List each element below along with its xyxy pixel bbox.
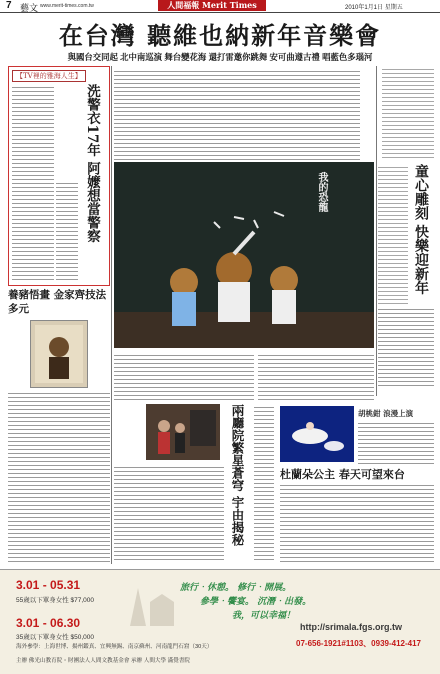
section-name: 藝文	[20, 4, 39, 14]
ad-website[interactable]: http://srimala.fgs.org.tw	[300, 622, 403, 632]
mid-story-image	[30, 320, 88, 388]
gallery-photo	[146, 404, 220, 460]
left-story-text-2	[56, 180, 78, 280]
gallery-story-title: 兩廳院繁星蒼穹 宇由揭秘	[230, 404, 245, 546]
blackboard-photo	[114, 162, 374, 348]
left-story-title: 洗警衣17年 阿嬤想當警察	[84, 84, 100, 243]
ad-slogan-1: 旅行‧休憩。 修行‧開展。	[180, 583, 292, 593]
masthead	[0, 0, 440, 13]
landmark-silhouette-icon	[120, 578, 180, 626]
photo-story-text-2	[378, 306, 434, 388]
masthead-url: www.merit-times.com.tw	[40, 3, 94, 9]
page-number: 7	[6, 0, 12, 11]
ad-price-2: 35歲以下單身女性 $50,000	[16, 634, 95, 641]
ad-date-1: 3.01 - 05.31	[16, 578, 81, 592]
ad-phone: 07-656-1921#1103、0939-412-417	[296, 639, 421, 648]
main-subheadline: 與國台交同起 北中南巡演 舞台變花海 還打雷邀你跳舞 安可曲遵古禮 唱藍色多瑙河	[67, 52, 373, 62]
ad-slogan-2: 參學‧饗宴。 沉潛‧出發。	[200, 597, 312, 607]
ballet-story-title: 杜蘭朵公主 春天可望來台	[280, 468, 405, 481]
mid-story-title: 養豬悟畫 金家齊技法多元	[8, 289, 107, 315]
ballet-caption-text	[358, 420, 434, 464]
divider-left	[111, 66, 112, 564]
issue-date: 2010年1月1日 星期五	[345, 5, 403, 11]
photo-story-title: 童心雕刻 快樂迎新年	[413, 164, 429, 295]
ad-date-2: 3.01 - 06.30	[16, 616, 81, 630]
mid-story-text	[8, 390, 110, 562]
ballet-dancers-illustration	[280, 406, 354, 462]
ad-trip-note: 海外參學：上海世博、揚州鑑真、宜興無錫、南京蘇州、河南龍門石窟（30天）	[16, 644, 213, 650]
ad-organizers: 主辦 佛光山教育院・財團法人人間文教基金會 承辦 人間大學 滿覺書院	[16, 658, 191, 664]
right-column-text	[382, 66, 434, 158]
painting-figure-illustration	[31, 321, 87, 387]
left-story-text	[12, 84, 54, 280]
gallery-story-text-2	[254, 404, 274, 562]
main-headline: 在台灣 聽維也納新年音樂會	[58, 21, 382, 50]
ad-slogan-3: 我，可以幸福！	[232, 611, 296, 621]
bears-illustration	[114, 162, 374, 348]
lead-article-text	[114, 68, 360, 160]
ballet-photo	[280, 406, 354, 462]
gallery-story-text	[114, 464, 224, 562]
lower-article-text	[114, 352, 254, 402]
lower-article-text-2	[258, 352, 374, 402]
ballet-caption-title: 胡桃鉗 浪漫上演	[358, 409, 414, 418]
bottom-advertisement	[0, 569, 440, 674]
newspaper-logo: 人間福報 Merit Times	[158, 0, 266, 11]
divider-right	[376, 66, 377, 396]
blackboard-chalk-text: 我的恐龍	[316, 172, 327, 212]
ad-price-1: 55歲以下單身女性 $77,000	[16, 597, 95, 604]
gallery-visitors-illustration	[146, 404, 220, 460]
ballet-story-text	[280, 482, 434, 562]
left-story-label: 【TV裡的雅海人生】	[12, 70, 86, 82]
